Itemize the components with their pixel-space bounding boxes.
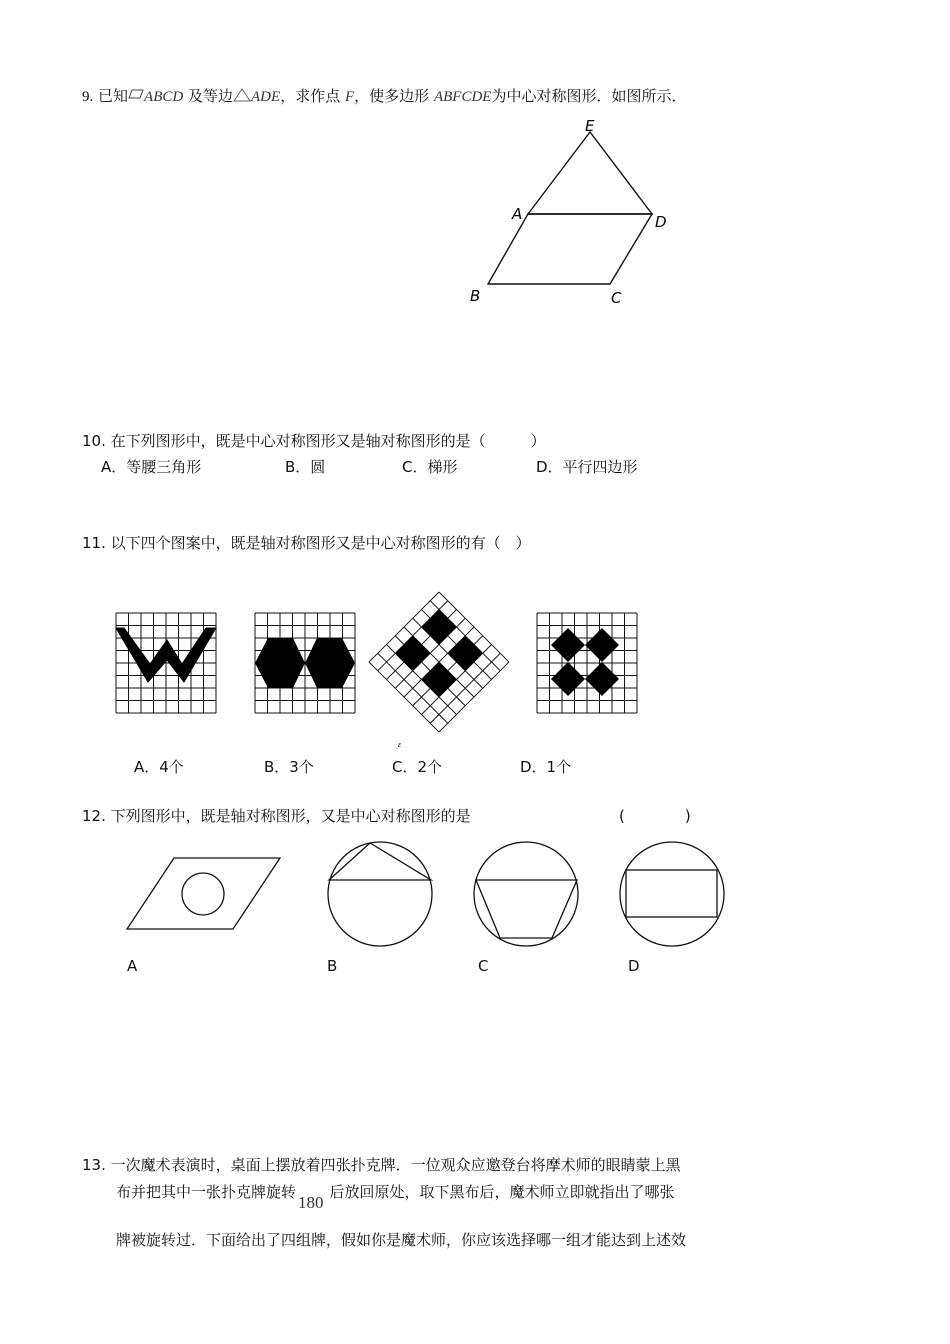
q11-pattern-four-diamonds — [537, 613, 637, 713]
q10-stem: 10. 在下列图形中，既是中心对称图形又是轴对称图形的是（ ） — [82, 432, 546, 450]
q10-option-c[interactable]: C．梯形 — [402, 458, 458, 476]
q12-figure-c-circle-trapezoid — [474, 842, 578, 946]
q11-stem: 11. 以下四个图案中，既是轴对称图形又是中心对称图形的有（ ） — [82, 534, 531, 552]
q11-option-c[interactable]: C．2个 — [392, 758, 443, 776]
q9-label-d: D — [655, 213, 667, 231]
q12-figure-b-circle-triangle — [328, 842, 432, 946]
q9-label-b: B — [470, 287, 481, 305]
q11-stray-mark: ε — [398, 740, 402, 749]
q9-text-3: ，求作点 — [280, 87, 341, 105]
q9-text-4: ，使多边形 — [354, 87, 430, 105]
q11-option-a[interactable]: A．4个 — [134, 758, 184, 776]
q11-option-d[interactable]: D．1个 — [520, 758, 572, 776]
q10-option-d[interactable]: D．平行四边形 — [536, 458, 638, 476]
q10-option-a[interactable]: A．等腰三角形 — [101, 458, 202, 476]
q12-label-b[interactable]: B — [327, 957, 338, 975]
q11-option-b[interactable]: B．3个 — [264, 758, 314, 776]
q9-number: 9. — [82, 89, 94, 105]
q9-label-e: E — [585, 117, 595, 135]
q9-math-f: F — [344, 89, 355, 105]
q13-line-3: 牌被旋转过．下面给出了四组牌，假如你是魔术师，你应该选择哪一组才能达到上述效 — [116, 1231, 687, 1249]
q13-line-2 — [116, 1182, 675, 1212]
q9-label-c: C — [611, 289, 622, 307]
q12-answer-paren: ( ) — [619, 807, 691, 825]
q13-line-2b: 后放回原处，取下黑布后，魔术师立即就指出了哪张 — [329, 1183, 675, 1201]
q9-text-2: 及等边 — [188, 87, 234, 105]
q12-label-c[interactable]: C — [478, 957, 489, 975]
q10-option-b[interactable]: B．圆 — [285, 458, 326, 476]
q9-text-1: 已知 — [98, 87, 129, 105]
q13-line-2a: 布并把其中一张扑克牌旋转 — [116, 1183, 297, 1201]
q11-pattern-diamond-grid — [369, 592, 509, 732]
q12-stem: 12. 下列图形中，既是轴对称图形，又是中心对称图形的是 — [82, 807, 471, 825]
q13-line-1: 13. 一次魔术表演时，桌面上摆放着四张扑克牌．一位观众应邀登台将摩术师的眼睛蒙上黑 — [82, 1156, 681, 1174]
q9-label-a: A — [512, 205, 523, 223]
q9-math-ade: ADE — [251, 89, 281, 105]
q12-label-a[interactable]: A — [127, 957, 138, 975]
q9-math-abcd: ABCD — [144, 89, 184, 105]
q9-math-abfcde: ABFCDE — [433, 89, 492, 105]
q9-text-5: 为中心对称图形．如图所示． — [491, 87, 687, 105]
q12-label-d[interactable]: D — [628, 957, 640, 975]
q12-figure-a-parallelogram-circle — [127, 858, 280, 929]
q13-degree-value: 180 — [298, 1193, 324, 1212]
q11-pattern-w — [116, 613, 216, 713]
q11-pattern-hexagons — [255, 613, 355, 713]
q12-figure-d-circle-rectangle — [620, 842, 724, 946]
